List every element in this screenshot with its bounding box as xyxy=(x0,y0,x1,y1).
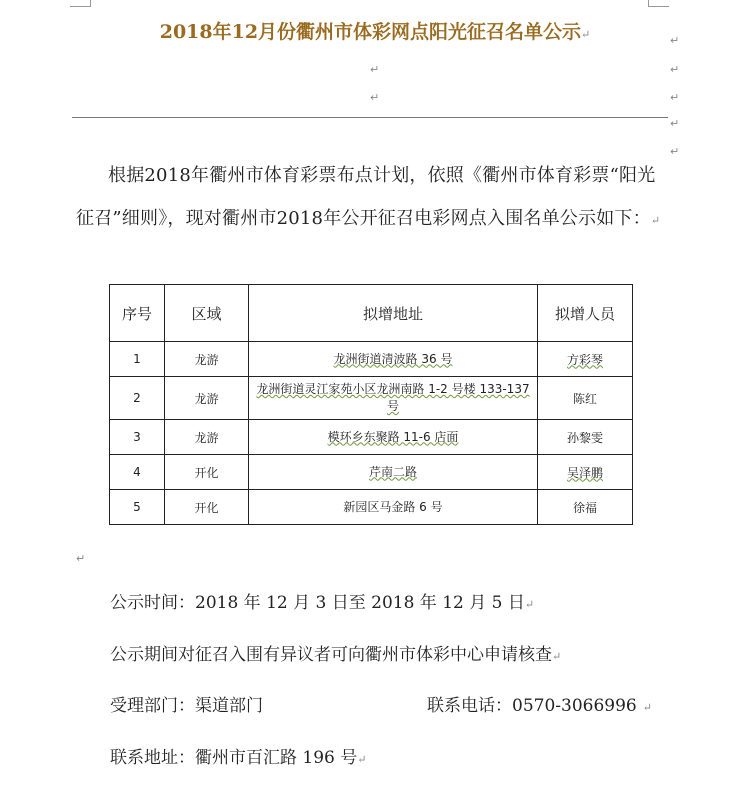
intro-text: 根据2018年衢州市体育彩票布点计划，依照《衢州市体育彩票“阳光征召”细则》，现对衢州市2018年公开征召电彩网点入围名单公示如下： xyxy=(76,165,656,229)
cell-person: 孙黎雯 xyxy=(538,420,633,455)
candidate-table xyxy=(109,284,633,525)
table-row xyxy=(110,490,633,525)
paragraph-mark: ↵ xyxy=(370,63,380,76)
paragraph-mark: ↵ xyxy=(76,552,86,565)
cell-number: 2 xyxy=(110,377,165,420)
department-text: 受理部门：渠道部门 xyxy=(110,696,263,716)
address-text: 联系地址：衢州市百汇路 196 号 xyxy=(110,748,358,768)
paragraph-mark: ↵ xyxy=(552,650,562,663)
cell-address: 新园区马金路 6 号 xyxy=(249,490,538,525)
paragraph-mark: ↵ xyxy=(670,145,680,158)
paragraph-mark: ↵ xyxy=(642,701,652,714)
paragraph-mark: ↵ xyxy=(357,753,367,766)
table-row xyxy=(110,377,633,420)
appeal-line xyxy=(110,640,561,665)
header-number: 序号 xyxy=(110,285,165,342)
paragraph-mark: ↵ xyxy=(650,214,661,227)
paragraph-mark: ↵ xyxy=(670,63,680,76)
person-text: 方彩琴 xyxy=(566,352,603,367)
cell-person: 徐福 xyxy=(538,490,633,525)
intro-paragraph xyxy=(76,154,666,242)
cell-person: 陈红 xyxy=(538,377,633,420)
address-line xyxy=(110,743,366,768)
address-text: 龙洲街道清波路 36 号 xyxy=(333,351,453,366)
header-rule xyxy=(72,117,668,118)
header-address: 拟增地址 xyxy=(249,285,538,342)
cell-person xyxy=(538,342,633,377)
address-text: 模环乡东聚路 11-6 店面 xyxy=(327,429,459,444)
paragraph-mark: ↵ xyxy=(670,117,680,130)
table-row xyxy=(110,342,633,377)
cell-region: 开化 xyxy=(165,490,249,525)
paragraph-mark: ↵ xyxy=(581,28,591,41)
cell-address xyxy=(249,377,538,420)
person-text: 吴泽鹏 xyxy=(566,465,603,480)
crop-mark-top-left xyxy=(70,0,91,7)
cell-region: 开化 xyxy=(165,455,249,490)
cell-number: 5 xyxy=(110,490,165,525)
notice-period-line xyxy=(110,588,534,613)
cell-number: 1 xyxy=(110,342,165,377)
table-row xyxy=(110,455,633,490)
paragraph-mark: ↵ xyxy=(670,91,680,104)
cell-region: 龙游 xyxy=(165,342,249,377)
cell-region: 龙游 xyxy=(165,420,249,455)
crop-mark-top-right xyxy=(648,0,669,7)
paragraph-mark: ↵ xyxy=(670,34,680,47)
department-line xyxy=(110,691,263,716)
table-header-row xyxy=(110,285,633,342)
cell-address xyxy=(249,420,538,455)
cell-number: 4 xyxy=(110,455,165,490)
paragraph-mark: ↵ xyxy=(370,91,380,104)
phone-line xyxy=(427,691,652,716)
cell-address xyxy=(249,455,538,490)
notice-period-text: 公示时间：2018 年 12 月 3 日至 2018 年 12 月 5 日 xyxy=(110,593,525,613)
address-text: 芹南二路 xyxy=(368,464,417,479)
cell-region: 龙游 xyxy=(165,377,249,420)
header-person: 拟增人员 xyxy=(538,285,633,342)
paragraph-mark: ↵ xyxy=(524,598,535,611)
cell-number: 3 xyxy=(110,420,165,455)
cell-person xyxy=(538,455,633,490)
title-text: 2018年12月份衢州市体彩网点阳光征召名单公示 xyxy=(159,21,582,43)
header-region: 区域 xyxy=(165,285,249,342)
appeal-text: 公示期间对征召入围有异议者可向衢州市体彩中心申请核查 xyxy=(110,645,552,665)
cell-address xyxy=(249,342,538,377)
phone-text: 联系电话：0570-3066996 xyxy=(427,696,637,716)
document-title xyxy=(0,17,750,47)
table-row xyxy=(110,420,633,455)
address-text: 龙洲街道灵江家苑小区龙洲南路 1-2 号楼 133-137 号 xyxy=(256,382,530,413)
